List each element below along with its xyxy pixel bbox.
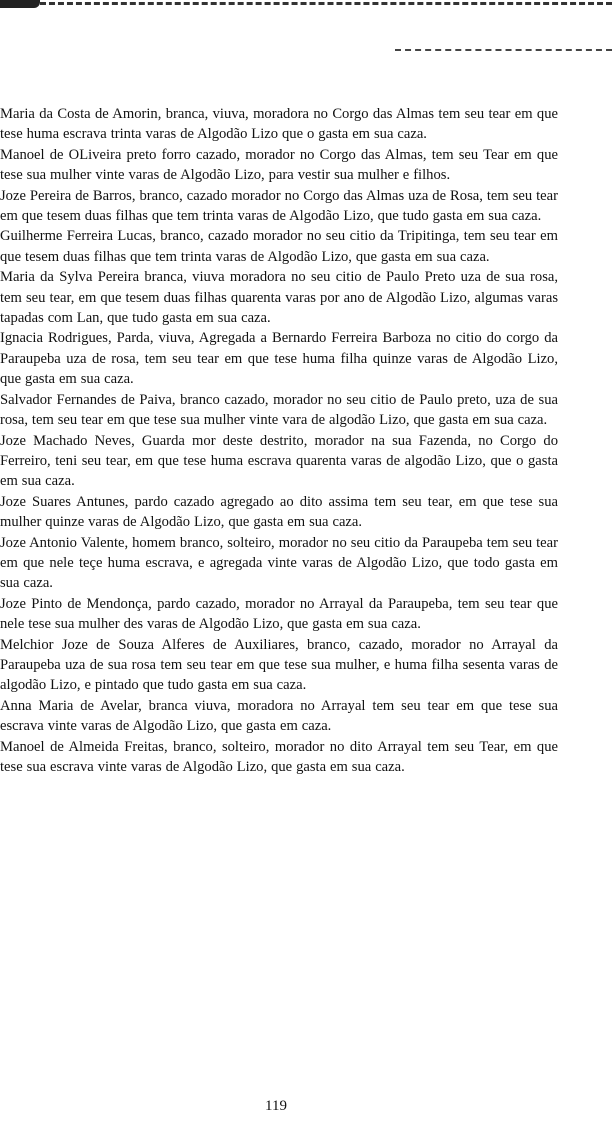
record-entry: Joze Machado Neves, Guarda mor deste destrito, morador na sua Fazenda, no Corgo do Ferreiro, teni seu tear, em que tese huma escrava quarenta varas de algodão Lizo, que o gasta em sua caza. [0, 432, 558, 490]
record-entry: Manoel de OLiveira preto forro cazado, morador no Corgo das Almas, tem seu Tear em que tese sua mulher vinte varas de Algodão Lizo, para vestir sua mulher e filhos. [0, 146, 558, 184]
record-entry: Maria da Costa de Amorin, branca, viuva, moradora no Corgo das Almas tem seu tear em que tese huma escrava trinta varas de Algodão Lizo que o gasta em sua caza. [0, 106, 558, 143]
record-entry: Joze Pinto de Mendonça, pardo cazado, morador no Arrayal da Paraupeba, tem seu tear que nele tese sua mulher des varas de Algodão Lizo, que gasta em sua caza. [0, 595, 558, 633]
record-entry: Joze Antonio Valente, homem branco, solteiro, morador no seu citio da Paraupeba tem seu tear em que nele teçe huma escrava, e agregada vinte varas de Algodão Lizo, que todo gasta em sua caza. [0, 534, 558, 592]
record-entry: Manoel de Almeida Freitas, branco, solteiro, morador no dito Arrayal tem seu Tear, em que tese sua escrava vinte varas de Algodão Lizo, que gasta em sua caza. [0, 738, 558, 775]
page-number: 119 [265, 1098, 287, 1114]
record-entry: Anna Maria de Avelar, branca viuva, moradora no Arrayal tem seu tear em que tese sua escrava vinte varas de Algodão Lizo, que gasta em caza. [0, 697, 558, 735]
record-entry: Guilherme Ferreira Lucas, branco, cazado morador no seu citio da Tripitinga, tem seu tear em que tesem duas filhas que tem trinta varas de Algodão Lizo, que gasta em sua caza. [0, 228, 558, 265]
record-entry: Joze Suares Antunes, pardo cazado agregado ao dito assima tem seu tear, em que tese sua mulher quinze varas de Algodão Lizo, que gasta em sua caza. [0, 493, 558, 531]
record-entry: Ignacia Rodrigues, Parda, viuva, Agregada a Bernardo Ferreira Barboza no citio do corgo da Paraupeba uza de rosa, tem seu tear em que tese huma filha quinze varas de Algodão Lizo, que gasta em sua caza. [0, 330, 558, 388]
document-body [0, 104, 558, 777]
scan-dashed-rule [395, 49, 612, 51]
record-entry: Melchior Joze de Souza Alferes de Auxiliares, branco, cazado, morador no Arrayal da Paraupeba uza de sua rosa tem seu tear em que tese sua mulher, e huma filha sesenta varas de algodão Lizo, e pintado que tudo gasta em sua caza. [0, 636, 558, 694]
scan-edge-mark [0, 0, 40, 8]
record-entry: Maria da Sylva Pereira branca, viuva moradora no seu citio de Paulo Preto uza de sua rosa, tem seu tear, em que tesem duas filhas quarenta varas por ano de Algodão Lizo, algumas varas tapadas com Lan, que tudo gasta em sua caza. [0, 269, 558, 327]
scan-top-rule [40, 2, 612, 5]
record-entry: Joze Pereira de Barros, branco, cazado morador no Corgo das Almas uza de Rosa, tem seu tear em que tesem duas filhas que tem trinta varas de Algodão Lizo, que tudo gasta em sua caza. [0, 187, 558, 225]
record-entry: Salvador Fernandes de Paiva, branco cazado, morador no seu citio de Paulo preto, uza de sua rosa, tem seu tear em que tese sua mulher vinte vara de algodão Lizo, que gasta em sua caza. [0, 391, 558, 429]
